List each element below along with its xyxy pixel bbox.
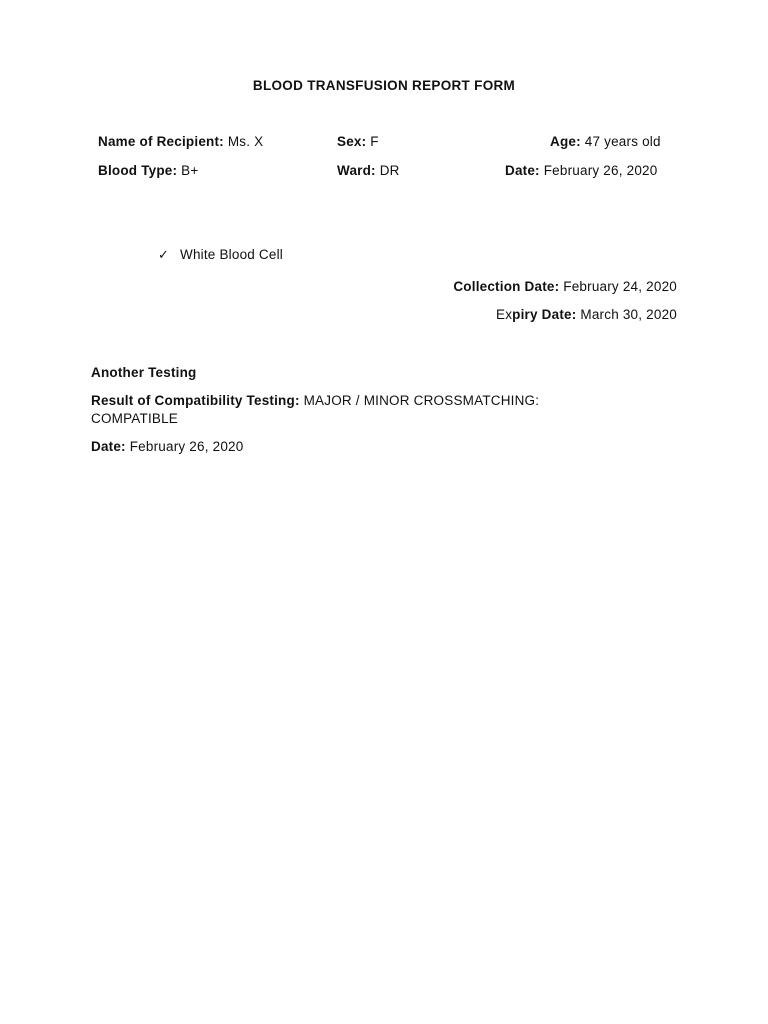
expiry-date-value: March 30, 2020 bbox=[580, 307, 677, 322]
collection-date-field bbox=[453, 278, 677, 296]
blood-type-value: B+ bbox=[181, 163, 199, 178]
ward-value: DR bbox=[379, 163, 400, 178]
age-field bbox=[550, 133, 661, 151]
form-title: BLOOD TRANSFUSION REPORT FORM bbox=[252, 78, 516, 93]
recipient-name-value: Ms. X bbox=[227, 134, 264, 149]
report-date-label: Date: bbox=[505, 163, 540, 178]
expiry-label-rest: piry Date: bbox=[512, 307, 577, 322]
sex-value: F bbox=[370, 134, 379, 149]
sex-label: Sex: bbox=[337, 134, 367, 149]
blood-type-label: Blood Type: bbox=[98, 163, 178, 178]
expiry-date-label bbox=[496, 307, 576, 322]
testing-date-value: February 26, 2020 bbox=[129, 439, 244, 454]
collection-date-label: Collection Date: bbox=[453, 279, 560, 294]
expiry-date-field bbox=[496, 306, 677, 324]
checkmark-icon: ✓ bbox=[158, 247, 170, 262]
report-date-value: February 26, 2020 bbox=[543, 163, 658, 178]
compatibility-result-label: Result of Compatibility Testing: bbox=[91, 393, 300, 408]
report-date-field bbox=[505, 162, 657, 180]
collection-date-value: February 24, 2020 bbox=[563, 279, 677, 294]
expiry-label-prefix: Ex bbox=[496, 307, 513, 322]
age-label: Age: bbox=[550, 134, 581, 149]
ward-label: Ward: bbox=[337, 163, 376, 178]
compatibility-result-value: MAJOR / MINOR CROSSMATCHING: COMPATIBLE bbox=[91, 393, 540, 426]
blood-type-field bbox=[98, 162, 198, 180]
component-label: White Blood Cell bbox=[180, 247, 283, 262]
age-value: 47 years old bbox=[584, 134, 661, 149]
ward-field bbox=[337, 162, 400, 180]
recipient-name-field bbox=[98, 133, 263, 151]
compatibility-result-field bbox=[91, 392, 601, 428]
component-checklist-item bbox=[158, 246, 283, 264]
recipient-name-label: Name of Recipient: bbox=[98, 134, 224, 149]
testing-date-field bbox=[91, 438, 243, 456]
testing-date-label: Date: bbox=[91, 439, 126, 454]
section-title-another-testing: Another Testing bbox=[91, 365, 197, 380]
sex-field bbox=[337, 133, 379, 151]
